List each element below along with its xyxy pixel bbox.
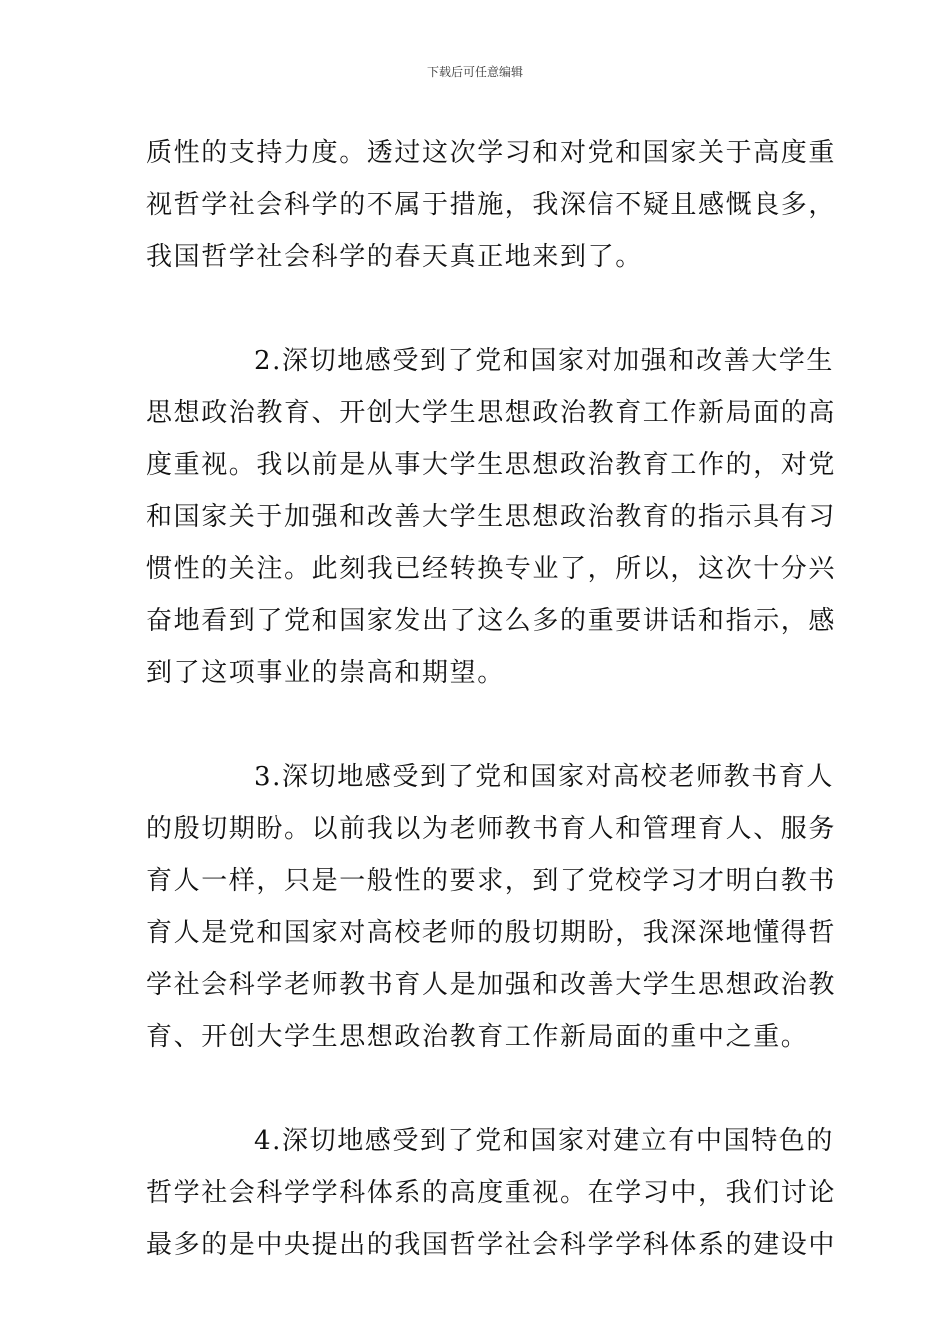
paragraph-point-2 — [146, 335, 837, 699]
text-line: 学社会科学老师教书育人是加强和改善大学生思想政治教 — [146, 970, 837, 1000]
text-line: 最多的是中央提出的我国哲学社会科学学科体系的建设中 — [146, 1230, 837, 1260]
text-line: 视哲学社会科学的不属于措施，我深信不疑且感慨良多， — [146, 190, 837, 220]
document-body — [146, 127, 837, 1271]
text-line: 哲学社会科学学科体系的高度重视。在学习中，我们讨论 — [146, 1178, 837, 1208]
text-line: 思想政治教育、开创大学生思想政治教育工作新局面的高 — [146, 398, 837, 428]
paragraph-point-4 — [146, 1115, 837, 1271]
text-line-first: 2.深切地感受到了党和国家对加强和改善大学生 — [254, 346, 835, 376]
text-line: 的殷切期盼。以前我以为老师教书育人和管理育人、服务 — [146, 814, 837, 844]
paragraph-continuation — [146, 127, 837, 283]
text-line: 育人是党和国家对高校老师的殷切期盼，我深深地懂得哲 — [146, 918, 837, 948]
text-line: 质性的支持力度。透过这次学习和对党和国家关于高度重 — [146, 138, 837, 168]
text-line-first: 3.深切地感受到了党和国家对高校老师教书育人 — [254, 762, 835, 792]
text-line: 奋地看到了党和国家发出了这么多的重要讲话和指示，感 — [146, 606, 837, 636]
text-line-first: 4.深切地感受到了党和国家对建立有中国特色的 — [254, 1126, 835, 1156]
text-line: 育人一样，只是一般性的要求，到了党校学习才明白教书 — [146, 866, 837, 896]
text-line: 到了这项事业的崇高和期望。 — [146, 658, 505, 688]
text-line: 度重视。我以前是从事大学生思想政治教育工作的，对党 — [146, 450, 837, 480]
text-line: 和国家关于加强和改善大学生思想政治教育的指示具有习 — [146, 502, 837, 532]
text-line: 育、开创大学生思想政治教育工作新局面的重中之重。 — [146, 1022, 809, 1052]
text-line: 惯性的关注。此刻我已经转换专业了，所以，这次十分兴 — [146, 554, 837, 584]
text-line: 我国哲学社会科学的春天真正地来到了。 — [146, 242, 643, 272]
page-header: 下载后可任意编辑 — [426, 65, 523, 79]
paragraph-point-3 — [146, 751, 837, 1063]
